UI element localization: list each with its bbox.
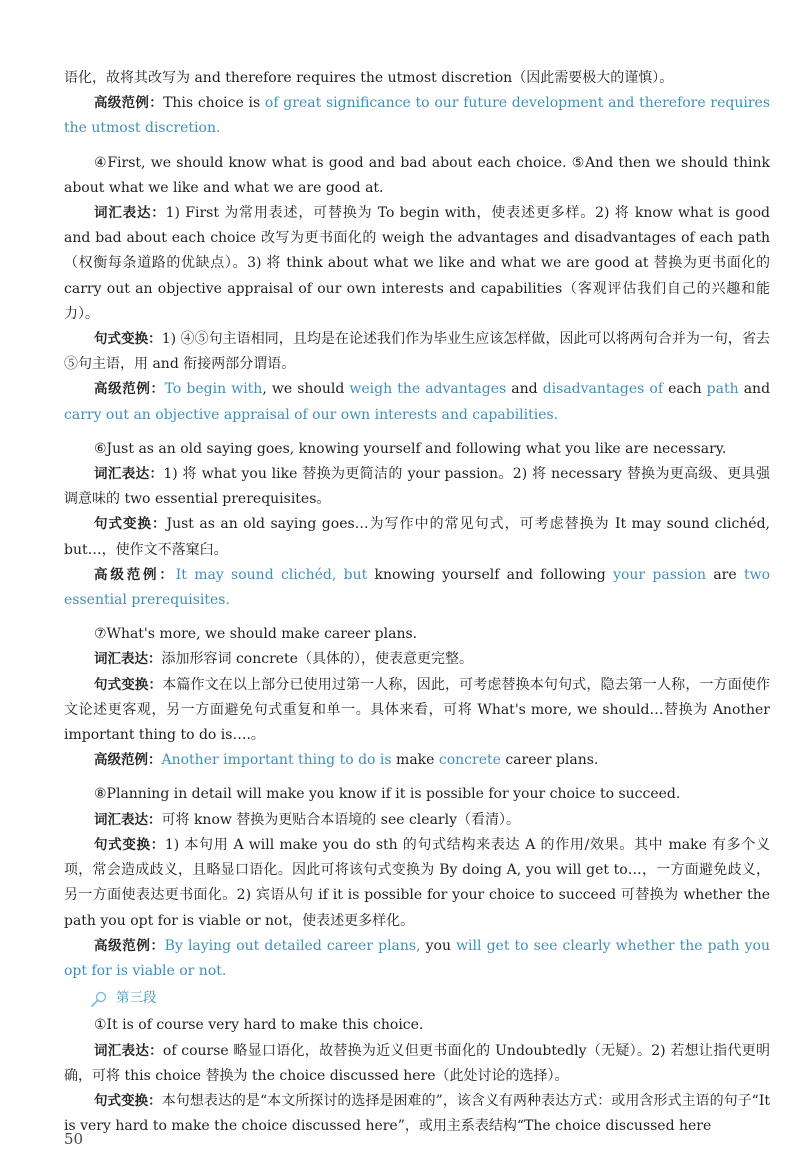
syntax-label: 句式变换： — [94, 1092, 162, 1109]
syntax-paragraph: 句式变换：Just as an old saying goes…为写作中的常见句式，可考虑替换为 It may sound clichéd, but…，使作文不落窠臼。 — [64, 516, 771, 558]
syntax-paragraph: 句式变换：1) 本句用 A will make you do sth 的句式结构来表达 A 的作用/效果。其中 make 有多个义项，常会造成歧义，且略显口语化。因此可将该句式变换为 By doing A, you will get to…，一方面避免歧义，另一方面使表达更书面化。2) 宾语从句 if it is possible for your choice to succeed 可替换为 whether the path you opt for is viable or not，使表述更多样化。 — [64, 836, 771, 929]
vocab-paragraph: 词汇表达：of course 略显口语化，故替换为近义但更书面化的 Undoubtedly（无疑）。2) 若想让指代更明确，可将 this choice 替换为 the choice discussed here（此处讨论的选择）。 — [64, 1042, 771, 1084]
vocab-label: 词汇表达： — [94, 205, 166, 222]
syntax-paragraph: 句式变换：本句想表达的是“本文所探讨的选择是困难的”，该含义有两种表达方式：或用含形式主语的句子“It is very hard to make the choice discussed here”，或用主系表结构“The choice discussed here — [64, 1092, 770, 1135]
original-sentence: ①It is of course very hard to make this choice. — [94, 1017, 424, 1034]
syntax-label: 句式变换： — [94, 676, 163, 693]
vocab-paragraph: 词汇表达：添加形容词 concrete（具体的），使表意更完整。 — [94, 651, 473, 668]
example-label: 高级范例： — [94, 381, 165, 398]
example-paragraph: 高级范例：To begin with, we should weigh the advantages and disadvantages of each path and carry out an objective appraisal of our own interests and capabilities. — [64, 381, 771, 423]
page-number: 50 — [64, 1130, 84, 1148]
vocab-paragraph: 词汇表达：1) 将 what you like 替换为更简洁的 your passion。2) 将 necessary 替换为更高级、更具强调意味的 two essential prerequisites。 — [64, 466, 771, 508]
example-label: 高级范例： — [94, 937, 165, 954]
vocab-label: 词汇表达： — [94, 811, 162, 828]
example-paragraph: 高级范例：This choice is of great significance to our future development and therefore requires the utmost discretion. — [64, 95, 771, 137]
section-title: 第三段 — [116, 990, 157, 1007]
magnifier-icon — [90, 991, 108, 1007]
syntax-label: 句式变换： — [94, 516, 167, 533]
original-sentence: ⑥Just as an old saying goes, knowing yourself and following what you like are necessary. — [94, 440, 727, 457]
vocab-label: 词汇表达： — [94, 1042, 163, 1059]
vocab-paragraph: 词汇表达：1) First 为常用表述，可替换为 To begin with，使表述更多样。2) 将 know what is good and bad about each choice 改写为更书面化的 weigh the advantages and disadvantages of each path（权衡每条道路的优缺点）。3) 将 think about what we like and what we are good at 替换为更书面化的 carry out an objective appraisal of our own interests and capabilities（客观评估我们自己的兴趣和能力）。 — [64, 205, 771, 322]
original-sentence: ⑧Planning in detail will make you know if it is possible for your choice to succeed. — [94, 786, 681, 803]
vocab-label: 词汇表达： — [94, 466, 164, 483]
syntax-paragraph: 句式变换：1) ④⑤句主语相同，且均是在论述我们作为毕业生应该怎样做，因此可以将两句合并为一句，省去⑤句主语，用 and 衔接两部分谓语。 — [64, 331, 770, 373]
page-content — [64, 66, 770, 1139]
example-label: 高级范例： — [94, 752, 162, 769]
original-sentence: ⑦What's more, we should make career plans. — [94, 626, 418, 643]
syntax-label: 句式变换： — [94, 331, 162, 348]
syntax-paragraph: 句式变换：本篇作文在以上部分已使用过第一人称，因此，可考虑替换本句句式，隐去第一人称，一方面使作文论述更客观，另一方面避免句式重复和单一。具体来看，可将 What's more, we should…替换为 Another important thing to do is….。 — [64, 676, 771, 744]
example-label: 高级范例： — [94, 566, 176, 583]
section-heading — [64, 986, 770, 1011]
example-paragraph: 高级范例：Another important thing to do is make concrete career plans. — [94, 752, 599, 769]
vocab-label: 词汇表达： — [94, 651, 162, 668]
vocab-paragraph: 词汇表达：可将 know 替换为更贴合本语境的 see clearly（看清）。 — [94, 811, 520, 828]
example-label: 高级范例： — [94, 95, 164, 112]
example-paragraph: 高级范例：It may sound clichéd, but knowing yourself and following your passion are two essential prerequisites. — [64, 566, 770, 609]
example-paragraph: 高级范例：By laying out detailed career plans, you will get to see clearly whether the path you opt for is viable or not. — [64, 937, 771, 979]
original-sentence: ④First, we should know what is good and bad about each choice. ⑤And then we should think about what we like and what we are good at. — [64, 154, 770, 196]
syntax-label: 句式变换： — [94, 836, 165, 853]
text-paragraph: 语化，故将其改写为 and therefore requires the utmost discretion（因此需要极大的谨慎）。 — [64, 70, 674, 86]
